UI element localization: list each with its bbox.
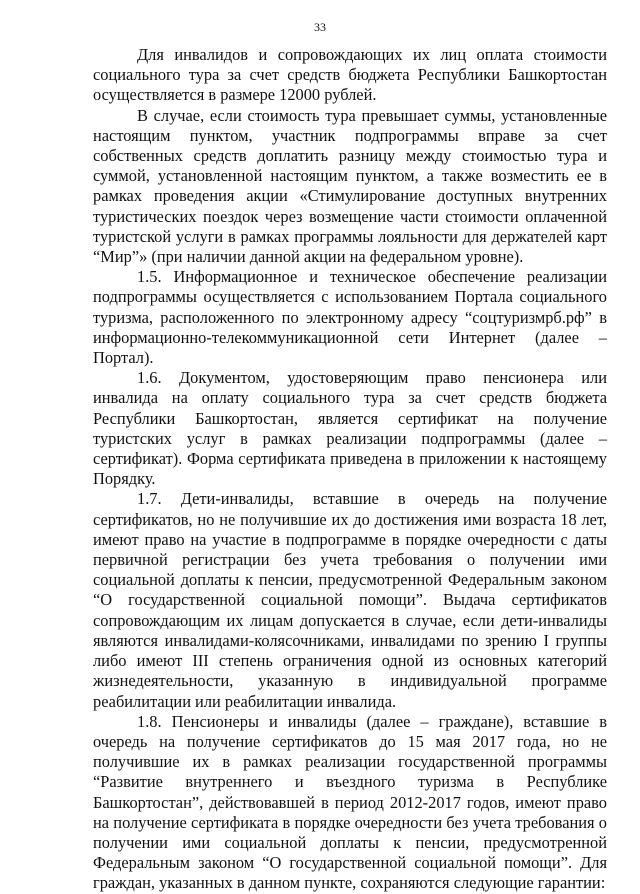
paragraph-disabled-payment: Для инвалидов и сопровождающих их лиц оплата стоимости социального тура за счет средств бюджета Республики Башкортостан осуществляется в размере 12000 рублей. [93, 45, 607, 105]
page-number: 33 [314, 20, 326, 34]
paragraph-1-8-pensioners: 1.8. Пенсионеры и инвалиды (далее – граждане), вставшие в очередь на получение сертификатов до 15 мая 2017 года, но не получившие их в рамках реализации государственной программы “Развитие внутреннего и въездного туризма в Республике Башкортостан”, действовавшей в период 2012-2017 годов, имеют право на получение сертификата в порядке очередности без учета требования о получении ими социальной доплаты к пенсии, предусмотренной Федеральным законом “О государственной социальной помощи”. Для граждан, указанных в данном пункте, сохраняются следующие гарантии: [93, 711, 607, 893]
paragraph-tour-cost-excess: В случае, если стоимость тура превышает суммы, установленные настоящим пунктом, участник подпрограммы вправе за счет собственных средств доплатить разницу между стоимостью тура и суммой, установленной настоящим пунктом, а также возместить ее в рамках проведения акции «Стимулирование доступных внутренних туристических поездок через возмещение части стоимости оплаченной туристской услуги в рамках программы лояльности для держателей карт “Мир”» (при наличии данной акции на федеральном уровне). [93, 105, 607, 267]
paragraph-1-7-disabled-children: 1.7. Дети-инвалиды, вставшие в очередь на получение сертификатов, но не получившие их до достижения ими возраста 18 лет, имеют право на участие в подпрограмме в порядке очередности с даты первичной регистрации без учета требования о получении ими социальной доплаты к пенсии, предусмотренной Федеральным законом “О государственной социальной помощи”. Выдача сертификатов сопровождающим их лицам допускается в случае, если дети-инвалиды являются инвалидами-колясочниками, инвалидами по зрению I группы либо имеют III степень ограничения одной из основных категорий жизнедеятельности, указанную в индивидуальной программе реабилитации или реабилитации инвалида. [93, 489, 607, 711]
paragraph-1-6-certificate: 1.6. Документом, удостоверяющим право пенсионера или инвалида на оплату социального тура за счет средств бюджета Республики Башкортостан, является сертификат на получение туристских услуг в рамках реализации подпрограммы (далее – сертификат). Форма сертификата приведена в приложении к настоящему Порядку. [93, 368, 607, 489]
document-body [93, 45, 607, 894]
paragraph-1-5-portal: 1.5. Информационное и техническое обеспечение реализации подпрограммы осуществляется с использованием Портала социального туризма, расположенного по электронному адресу “соцтуризмрб.рф” в информационно-телекоммуникационной сети Интернет (далее – Портал). [93, 267, 607, 368]
